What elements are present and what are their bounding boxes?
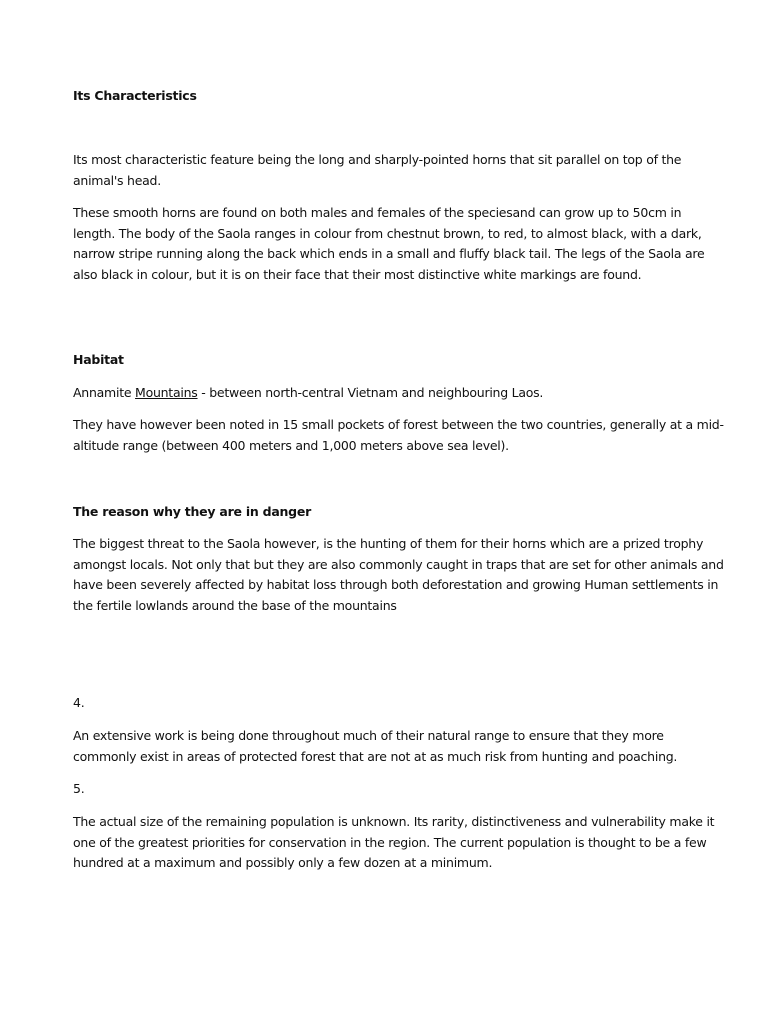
paragraph-horns: Its most characteristic feature being the long and sharply-pointed horns that sit parallel on top of the animal's head. xyxy=(73,152,682,188)
habitat-prefix: Annamite xyxy=(73,385,136,400)
paragraph-habitat-location xyxy=(73,383,725,404)
item-number-5: 5. xyxy=(73,781,85,796)
habitat-suffix: - between north-central Vietnam and neighbouring Laos. xyxy=(197,385,544,400)
mountains-link[interactable]: Mountains xyxy=(135,385,198,400)
paragraph-threats: The biggest threat to the Saola however, is the hunting of them for their horns which are a prized trophy amongst locals. Not only that but they are also commonly caught in traps that are set for other animals and have been severely affected by habitat loss through both deforestation and growing Human settlements in the fertile lowlands around the base of the mountains xyxy=(73,536,724,613)
heading-characteristics: Its Characteristics xyxy=(73,88,197,103)
paragraph-habitat-detail: They have however been noted in 15 small pockets of forest between the two countries, generally at a mid-altitude range (between 400 meters and 1,000 meters above sea level). xyxy=(73,417,724,453)
paragraph-protection: An extensive work is being done throughout much of their natural range to ensure that they more commonly exist in areas of protected forest that are not at as much risk from hunting and poaching. xyxy=(73,728,678,764)
heading-danger: The reason why they are in danger xyxy=(73,504,311,519)
item-number-4: 4. xyxy=(73,695,85,710)
paragraph-description: These smooth horns are found on both males and females of the speciesand can grow up to 50cm in length. The body of the Saola ranges in colour from chestnut brown, to red, to almost black, with a dark, narrow stripe running along the back which ends in a small and fluffy black tail. The legs of the Saola are also black in colour, but it is on their face that their most distinctive white markings are found. xyxy=(73,205,705,282)
paragraph-population: The actual size of the remaining population is unknown. Its rarity, distinctiveness and vulnerability make it one of the greatest priorities for conservation in the region. The current population is thought to be a few hundred at a maximum and possibly only a few dozen at a minimum. xyxy=(73,814,715,871)
heading-habitat: Habitat xyxy=(73,352,124,367)
